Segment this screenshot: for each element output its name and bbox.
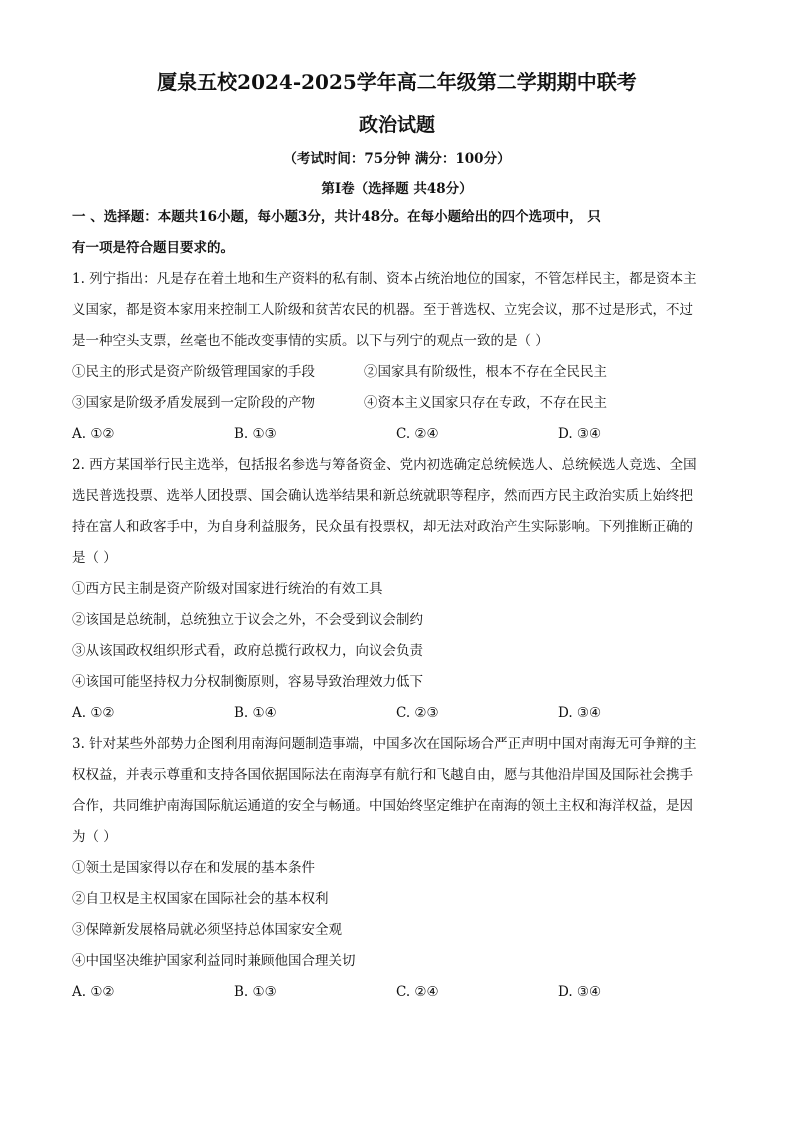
option-c[interactable]: C. ②③ bbox=[396, 705, 439, 721]
statement: ②国家具有阶级性，根本不存在全民民主 bbox=[364, 364, 607, 380]
statement-row bbox=[72, 357, 722, 388]
statement: ④资本主义国家只存在专政，不存在民主 bbox=[364, 395, 607, 411]
option-c[interactable]: C. ②④ bbox=[396, 984, 439, 1000]
section-line: 有一项是符合题目要求的。 bbox=[72, 240, 234, 256]
statement: ①西方民主制是资产阶级对国家进行统治的有效工具 bbox=[72, 581, 383, 597]
exam-title: 厦泉五校2024-2025学年高二年级第二学期期中联考 bbox=[157, 70, 637, 94]
option-a[interactable]: A. ①② bbox=[72, 426, 115, 442]
statement: ①领土是国家得以存在和发展的基本条件 bbox=[72, 860, 315, 876]
question-stem-line: 1. 列宁指出：凡是存在着土地和生产资料的私有制、资本占统治地位的国家，不管怎样民主，都是资本主 bbox=[72, 271, 697, 287]
question-stem-line: 是一种空头支票，丝毫也不能改变事情的实质。以下与列宁的观点一致的是（ ） bbox=[72, 333, 549, 349]
section-instructions bbox=[72, 202, 722, 264]
option-b[interactable]: B. ①③ bbox=[234, 984, 277, 1000]
question-stem-line: 持在富人和政客手中，为自身利益服务，民众虽有投票权，却无法对政治产生实际影响。下列推断正确的 bbox=[72, 519, 693, 535]
option-b[interactable]: B. ①④ bbox=[234, 705, 277, 721]
statement-row bbox=[72, 388, 722, 419]
statement: ③从该国政权组织形式看，政府总揽行政权力，向议会负责 bbox=[72, 643, 423, 659]
statement: ④中国坚决维护国家利益同时兼顾他国合理关切 bbox=[72, 953, 356, 969]
option-d[interactable]: D. ③④ bbox=[558, 705, 602, 721]
question-stem-line: 权权益，并表示尊重和支持各国依据国际法在南海享有航行和飞越自由，愿与其他沿岸国及国际社会携手 bbox=[72, 767, 693, 783]
exam-page bbox=[72, 66, 722, 1008]
subject-title: 政治试题 bbox=[358, 114, 435, 136]
question-2 bbox=[72, 450, 722, 729]
statement: ③保障新发展格局就必须坚持总体国家安全观 bbox=[72, 922, 342, 938]
statement: ③国家是阶级矛盾发展到一定阶段的产物 bbox=[72, 395, 315, 411]
option-a[interactable]: A. ①② bbox=[72, 705, 115, 721]
question-stem-line: 3. 针对某些外部势力企图利用南海问题制造事端，中国多次在国际场合严正声明中国对南海无可争辩的主 bbox=[72, 736, 697, 752]
question-1 bbox=[72, 264, 722, 450]
answer-options bbox=[72, 419, 722, 450]
statement: ④该国可能坚持权力分权制衡原则，容易导致治理效力低下 bbox=[72, 674, 423, 690]
part-heading: 第I卷（选择题 共48分） bbox=[321, 181, 473, 197]
option-c[interactable]: C. ②④ bbox=[396, 426, 439, 442]
question-stem-line: 合作，共同维护南海国际航运通道的安全与畅通。中国始终坚定维护在南海的领土主权和海洋权益，是因 bbox=[72, 798, 693, 814]
question-stem-line: 是（ ） bbox=[72, 550, 117, 566]
statement: ①民主的形式是资产阶级管理国家的手段 bbox=[72, 364, 315, 380]
answer-options bbox=[72, 698, 722, 729]
statement: ②该国是总统制，总统独立于议会之外，不会受到议会制约 bbox=[72, 612, 423, 628]
statement: ②自卫权是主权国家在国际社会的基本权利 bbox=[72, 891, 329, 907]
question-stem-line: 2. 西方某国举行民主选举，包括报名参选与筹备资金、党内初选确定总统候选人、总统候选人竞选、全国 bbox=[72, 457, 697, 473]
option-a[interactable]: A. ①② bbox=[72, 984, 115, 1000]
exam-info: （考试时间：75分钟 满分：100分） bbox=[283, 151, 511, 167]
option-d[interactable]: D. ③④ bbox=[558, 984, 602, 1000]
answer-options bbox=[72, 977, 722, 1008]
section-line: 一 、选择题：本题共16小题，每小题3分，共计48分。在每小题给出的四个选项中， 只 bbox=[72, 209, 601, 225]
question-3 bbox=[72, 729, 722, 1008]
question-stem-line: 为（ ） bbox=[72, 829, 117, 845]
question-stem-line: 义国家，都是资本家用来控制工人阶级和贫苦农民的机器。至于普选权、立宪会议，那不过是形式，不过 bbox=[72, 302, 693, 318]
question-stem-line: 选民普选投票、选举人团投票、国会确认选举结果和新总统就职等程序，然而西方民主政治实质上始终把 bbox=[72, 488, 693, 504]
option-b[interactable]: B. ①③ bbox=[234, 426, 277, 442]
option-d[interactable]: D. ③④ bbox=[558, 426, 602, 442]
